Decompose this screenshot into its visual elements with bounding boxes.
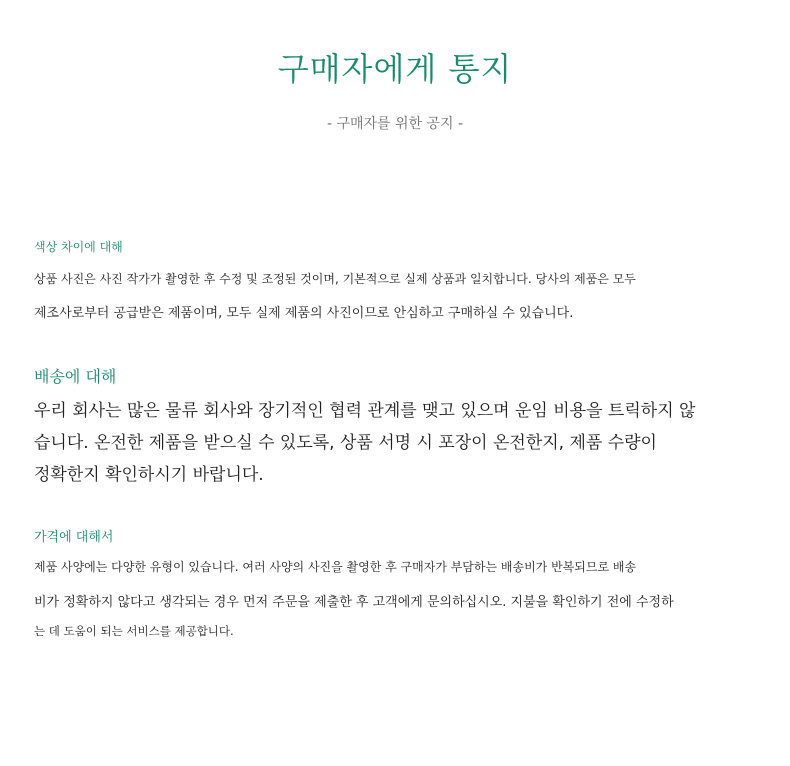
section-heading-shipping: 배송에 대해 [34, 367, 117, 386]
section-heading-color: 색상 차이에 대해 [34, 240, 123, 254]
section-heading-price: 가격에 대해서 [34, 530, 114, 545]
page-subtitle: - 구매자를 위한 공지 - [326, 116, 464, 132]
price-text-line: 비가 정확하지 않다고 생각되는 경우 먼저 주문을 제출한 후 고객에게 문의하십시오. 지불을 확인하기 전에 수정하 [34, 595, 674, 610]
price-text-line: 는 데 도움이 되는 서비스를 제공합니다. [34, 624, 234, 638]
color-text-line: 제조사로부터 공급받은 제품이며, 모두 실제 제품의 사진이므로 안심하고 구매하실 수 있습니다. [34, 306, 574, 321]
page-title: 구매자에게 통지 [277, 50, 513, 88]
shipping-text-line: 우리 회사는 많은 물류 회사와 장기적인 협력 관계를 맺고 있으며 운임 비용을 트릭하지 않 [34, 401, 696, 421]
shipping-text-line: 정확한지 확인하시기 바랍니다. [34, 465, 264, 485]
color-text-line: 상품 사진은 사진 작가가 촬영한 후 수정 및 조정된 것이며, 기본적으로 실제 상품과 일치합니다. 당사의 제품은 모두 [34, 272, 636, 286]
price-text-line: 제품 사양에는 다양한 유형이 있습니다. 여러 사양의 사진을 촬영한 후 구매자가 부담하는 배송비가 반복되므로 배송 [34, 560, 637, 574]
shipping-text-line: 습니다. 온전한 제품을 받으실 수 있도록, 상품 서명 시 포장이 온전한지, 제품 수량이 [34, 433, 657, 453]
